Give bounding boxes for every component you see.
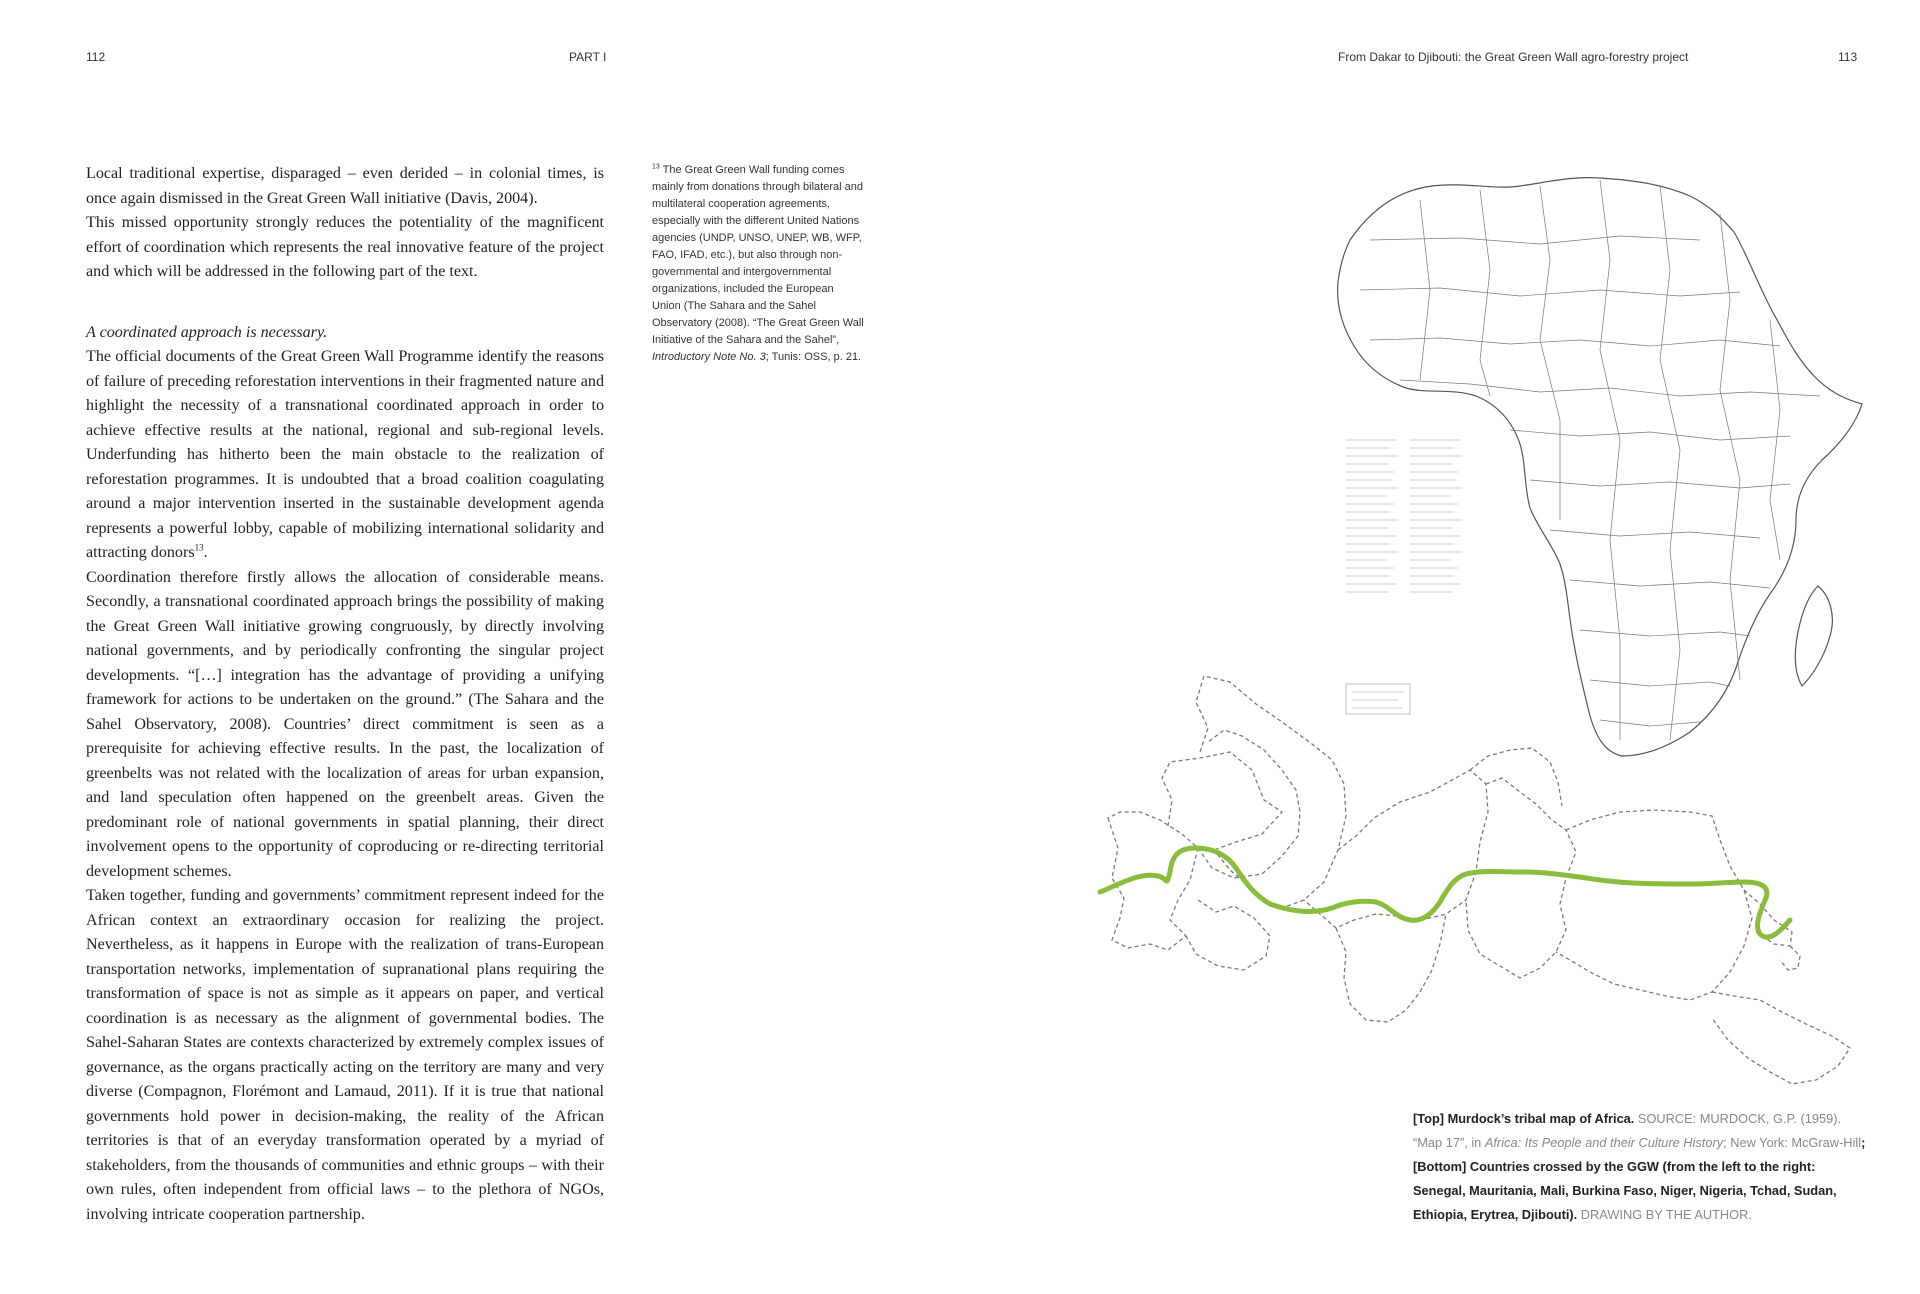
sudan-border: [1556, 810, 1752, 1000]
paragraph-1-end: .: [203, 544, 208, 561]
africa-outline: [1338, 178, 1862, 756]
caption-top-label: [Top] Murdock’s tribal map of Africa.: [1413, 1111, 1635, 1126]
footnote-text-a: The Great Green Wall funding comes mainly from donations through bilateral and multilateral cooperation agreements, especially with the different United Nations agencies (UNDP, UNSO, UNEP, WB, WFP, FAO, IFAD, etc.), but also through non-governmental and intergovernmental organizations, included the European Union (The Sahara and the Sahel Observatory (2008). “The Great Green Wall Initiative of the Sahara and the Sahel”,: [652, 164, 864, 346]
tchad-border: [1466, 778, 1576, 978]
caption-source-italic: Africa: Its People and their Culture History: [1484, 1135, 1724, 1150]
footnote-text-italic: Introductory Note No. 3: [652, 351, 766, 363]
right-running-title: From Dakar to Djibouti: the Great Green Wall agro-forestry project: [1338, 50, 1689, 64]
section-heading: A coordinated approach is necessary.: [86, 323, 328, 341]
nigeria-border: [1336, 914, 1446, 1022]
figure-caption: [1413, 1107, 1869, 1227]
burkina-faso-border: [1186, 900, 1270, 970]
paragraph-1-text: The official documents of the Great Green Wall Programme identify the reasons of failure of preceding reforestation interventions in their fragmented nature and highlight the necessity of a transnational coordinated approach in order to achieve effective results at the national, regional and sub-regional levels. Underfunding has hitherto been the main obstacle to the realization of reforestation programmes. It is undoubted that a broad coalition coagulating around a major intervention inserted in the sustainable development agenda represents a powerful lobby, capable of mobilizing international solidarity and attracting donors: [86, 348, 604, 561]
left-section-title: PART I: [569, 50, 607, 64]
intro-sentence-2: This missed opportunity strongly reduces the potentiality of the magnificent effort of coordination which represents the real innovative feature of the project and which will be addressed in the following part of the text.: [86, 214, 604, 280]
paragraph-2: Coordination therefore firstly allows the allocation of considerable means. Secondly, a transnational coordinated approach brings the possibility of making the Great Green Wall initiative growing congruously, by directly involving national governments, and by periodically confronting the singular project developments. “[…] integration has the advantage of providing a unifying framework for actions to be undertaken on the ground.” (The Sahara and the Sahel Observatory, 2008). Countries’ direct commitment is seen as a prerequisite for achieving effective results. In the past, the localization of greenbelts was not related with the localization of areas for urban expansion, and land speculation often happened on the greenbelt areas. Given the predominant role of national governments in spatial planning, their direct involvement opens to the opportunity of coproducing or re-directing territorial development schemes.: [86, 568, 604, 880]
footnote-number: 13: [652, 163, 660, 171]
niger-border: [1304, 770, 1488, 928]
mauritania-border: [1162, 752, 1282, 850]
ethiopia-border: [1712, 992, 1850, 1084]
right-page-number: 113: [1838, 50, 1858, 64]
caption-source-a: SOURCE: MURDOCK, G.P. (1959). “Map 17”, in: [1413, 1111, 1842, 1150]
neighbour-border-north: [1470, 748, 1562, 806]
paragraph-3: Taken together, funding and governments’ commitment represent indeed for the African context an extraordinary occasion for realizing the project. Nevertheless, as it happens in Europe with the realization of trans-European transportation networks, implementation of supranational plans requiring the transformation of space is not as simple as it appears on paper, and vertical coordination is as necessary as the alignment of governmental bodies. The Sahel-Saharan States are contexts characterized by extremely complex issues of governance, as the organs practically acting on the territory are many and very diverse (Compagnon, Florémont and Lamaud, 2011). If it is true that national governments hold power in decision-making, the reality of the African territories is that of an everyday transformation operated by a myriad of stakeholders, from the thousands of communities and ethnic groups – with their own rules, often independent from official laws – to the plethora of NGOs, involving intricate cooperation partnership.: [86, 887, 604, 1223]
ggw-line: [1100, 848, 1790, 937]
footnote-text-b: ; Tunis: OSS, p. 21.: [765, 351, 862, 363]
caption-credit: DRAWING BY THE AUTHOR.: [1577, 1207, 1752, 1222]
tribal-boundaries: [1360, 180, 1820, 740]
caption-source-b: ; New York: McGraw-Hill: [1723, 1135, 1862, 1150]
map-legend-lines: [1346, 440, 1462, 714]
djibouti-border: [1780, 946, 1800, 970]
footnote-ref[interactable]: 13: [194, 542, 204, 553]
mali-border: [1196, 676, 1346, 908]
left-page-number: 112: [86, 50, 106, 64]
caption-bottom-label: ; [Bottom] Countries crossed by the GGW (from the left to the right: Senegal, Mauritania, Mali, Burkina Faso, Niger, Nigeria, Tchad, Sudan, Ethiopia, Erytrea, Djibouti).: [1413, 1135, 1866, 1222]
intro-sentence-1: Local traditional expertise, disparaged – even derided – in colonial times, is once again dismissed in the Great Green Wall initiative (Davis, 2004).: [86, 165, 604, 207]
neighbour-border-west: [1198, 730, 1300, 878]
